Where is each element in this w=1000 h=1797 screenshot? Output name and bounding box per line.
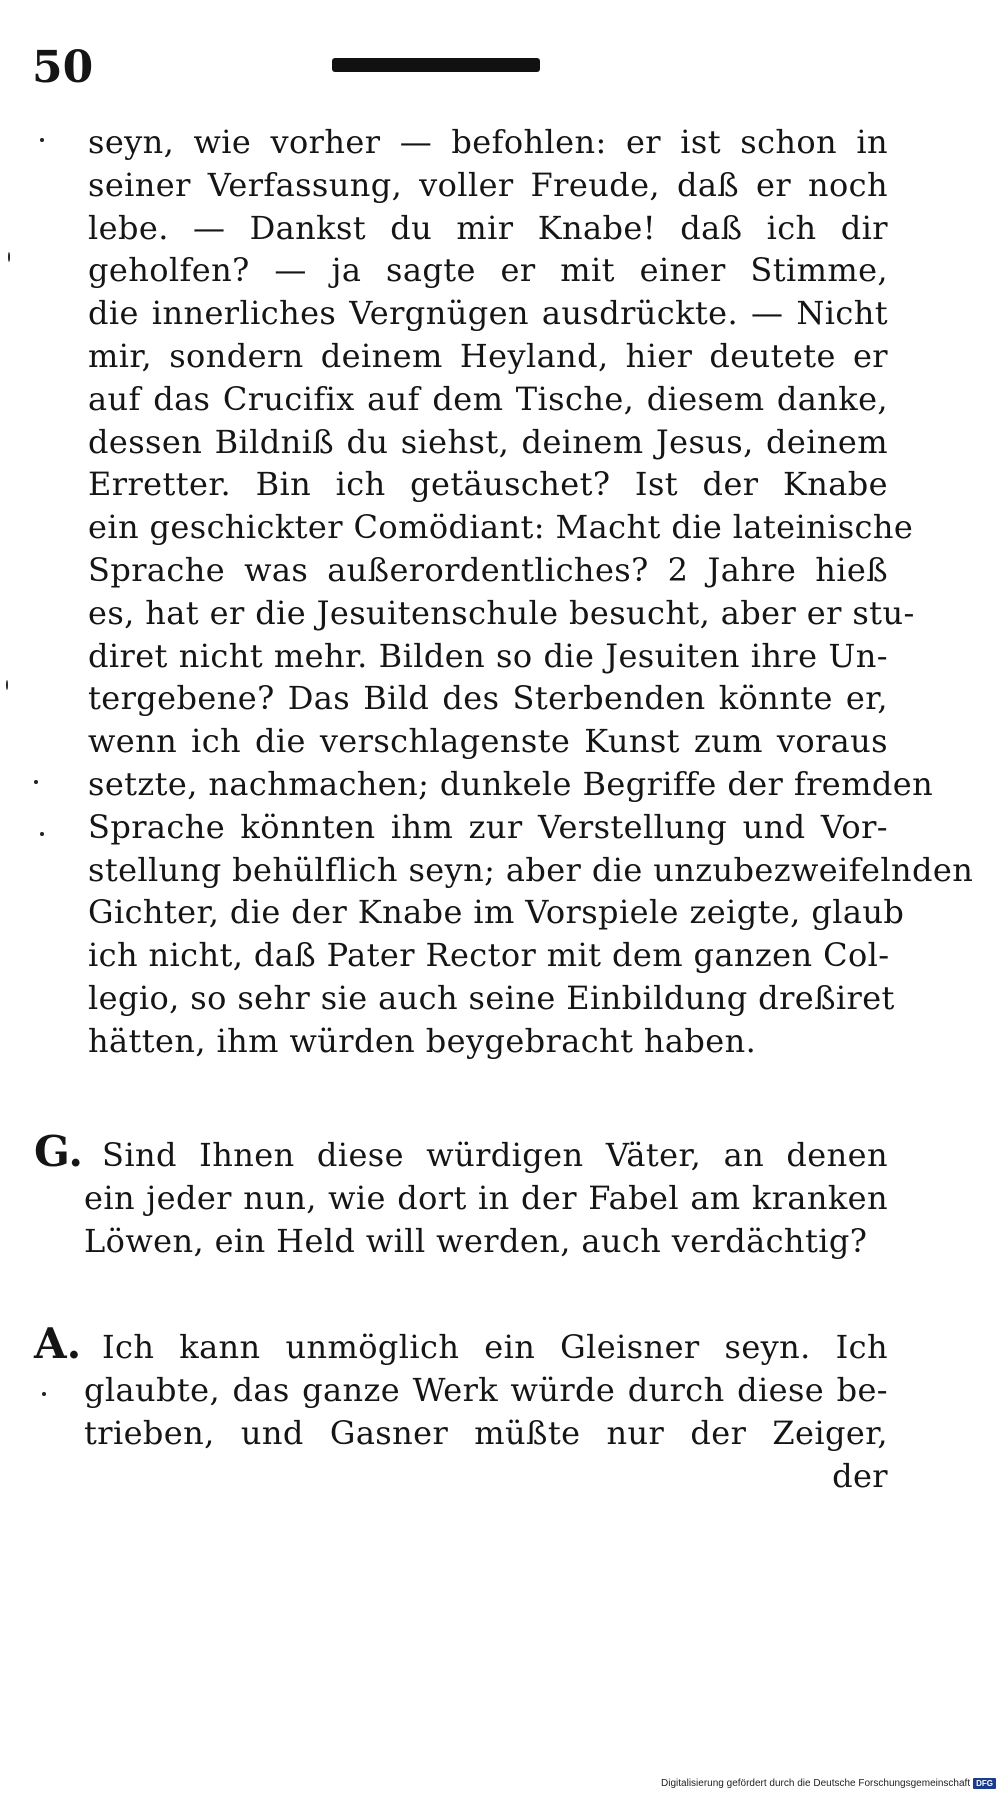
scan-speck [34,780,38,784]
text-line: Löwen, ein Held will werden, auch verdächtig? [84,1221,868,1260]
text-line: wenn ich die verschlagenste Kunst zum voraus [88,722,888,761]
header-rule [332,58,540,72]
text-line: mir, sondern deinem Heyland, hier deutete er [88,337,888,375]
text-line: ich nicht, daß Pater Rector mit dem ganzen Col- [88,936,890,975]
speaker-g-first-line: Sind Ihnen diese würdigen Väter, an denen [102,1136,888,1174]
text-line: setzte, nachmachen; dunkele Begriffe der fremden [88,765,934,803]
text-line: ein jeder nun, wie dort in der Fabel am kranken [84,1179,888,1217]
speaker-label-a: A. [34,1319,82,1368]
text-line: Erretter. Bin ich getäuschet? Ist der Knabe [88,465,888,504]
text-line: auf das Crucifix auf dem Tische, diesem danke, [88,379,888,418]
digitization-footer [661,1778,996,1789]
text-line: lebe. — Dankst du mir Knabe! daß ich dir [88,208,888,247]
text-line: Gichter, die der Knabe im Vorspiele zeigte, glaub [88,893,905,932]
text-line: hätten, ihm würden beygebracht haben. [88,1021,757,1060]
text-line: Sprache könnten ihm zur Verstellung und Vor- [88,807,888,846]
footer-credit: Digitalisierung gefördert durch die Deutsche Forschungsgemeinschaft [661,1778,971,1789]
scan-speck [6,680,8,690]
speaker-label-g: G. [34,1127,83,1176]
scan-speck [40,832,44,836]
text-line: seyn, wie vorher — befohlen: er ist schon in [88,123,888,161]
text-line: diret nicht mehr. Bilden so die Jesuiten ihre Un- [88,636,888,675]
catchword: der [832,1457,888,1495]
text-line: es, hat er die Jesuitenschule besucht, aber er stu- [88,593,915,632]
scan-speck [8,252,10,262]
page-number: 50 [32,42,94,93]
text-line: ein geschickter Comödiant: Macht die lateinische [88,508,914,547]
text-line: Sprache was außerordentliches? 2 Jahre hieß [88,551,888,589]
scan-speck [42,1392,46,1396]
text-line: glaubte, das ganze Werk würde durch diese be- [84,1371,888,1409]
text-line: die innerliches Vergnügen ausdrückte. — Nicht [88,294,888,333]
text-line: tergebene? Das Bild des Sterbenden könnte er, [88,679,888,718]
scan-speck [40,138,44,142]
text-line: seiner Verfassung, voller Freude, daß er noch [88,165,888,204]
text-line: stellung behülflich seyn; aber die unzubezweifelnden [88,850,974,889]
text-line: legio, so sehr sie auch seine Einbildung dreßiret [88,979,895,1017]
text-line: dessen Bildniß du siehst, deinem Jesus, deinem [88,422,888,461]
speaker-a-first-line: Ich kann unmöglich ein Gleisner seyn. Ich [102,1328,888,1366]
text-line: trieben, und Gasner müßte nur der Zeiger, [84,1413,888,1452]
text-line: geholfen? — ja sagte er mit einer Stimme, [88,251,888,290]
dfg-logo-icon: DFG [973,1778,996,1789]
